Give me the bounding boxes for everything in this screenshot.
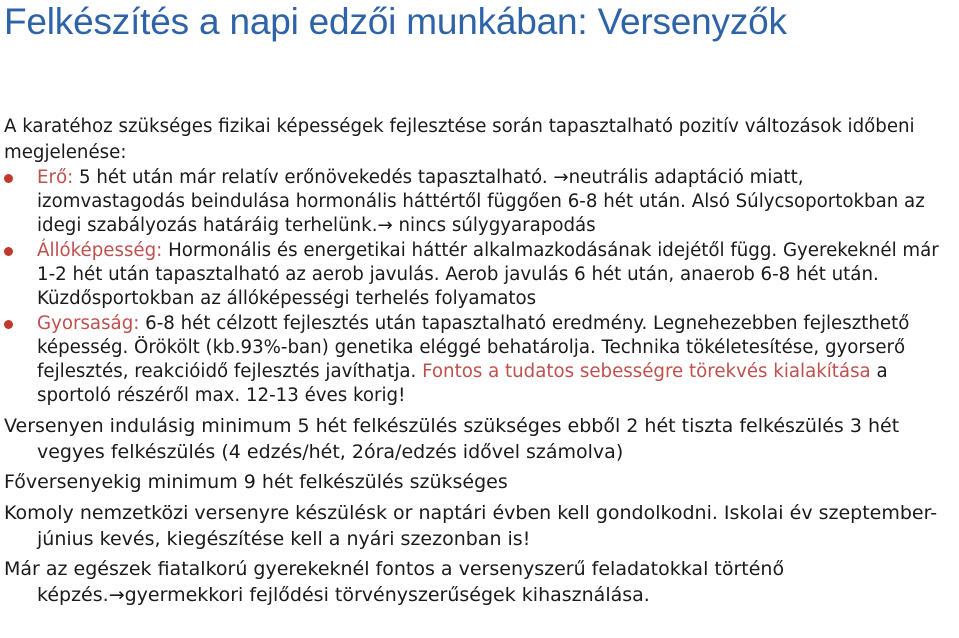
paragraph-verseny: Versenyen indulásig minimum 5 hét felkészülés szükséges ebből 2 hét tiszta felkészülés 3 hét vegyes felkészülés (4 edzés/hét, 2óra/edzés idővel számolva): [4, 415, 900, 463]
bullet-ero-text-3: nincs súlygyarapodás: [392, 215, 596, 236]
intro-text: A karatéhoz szükséges fizikai képességek fejlesztése során tapasztalható pozitív változások időbeni megjelenése:: [4, 116, 915, 163]
bullet-dot-icon: [4, 320, 13, 329]
bullet-ero-label: Erő:: [37, 167, 74, 188]
bullet-ero: [0, 166, 959, 238]
paragraph-fiatalkoru: [0, 556, 959, 608]
paragraph-foverseny: Főversenyekig minimum 9 hét felkészülés szükséges: [4, 471, 508, 493]
bullet-allokepesseg: [0, 239, 959, 311]
bullet-allokepesseg-label: Állóképesség:: [37, 240, 163, 261]
arrow-right-icon: →: [553, 167, 569, 188]
bullet-dot-icon: [4, 174, 13, 183]
slide-title: Felkészítés a napi edzői munkában: Versenyzők: [4, 1, 787, 42]
bullet-gyorsasag-text: 6-8 hét célzott fejlesztés után tapasztalható eredmény. Legnehezebben fejleszthető képesség. Örökölt (kb.93%-ban) genetika eléggé behatárolja. Technika tökéletesítése, gyorserő fejlesztés, reakcióidő fejlesztés javíthatja.: [37, 313, 910, 382]
bullet-gyorsasag-highlight: Fontos a tudatos sebességre törekvés kialakítása: [422, 361, 871, 382]
arrow-right-icon: →: [108, 584, 125, 606]
bullet-dot-icon: [4, 247, 13, 256]
bullet-gyorsasag-label: Gyorsaság:: [37, 313, 140, 334]
paragraph-fiatalkoru-text-2: gyermekkori fejlődési törvényszerűségek kihasználása.: [124, 584, 650, 606]
bullet-ero-text: 5 hét után már relatív erőnövekedés tapasztalható.: [73, 167, 554, 188]
bullet-gyorsasag-text-2: a sportoló részéről max. 12-13 éves korig!: [37, 361, 888, 406]
bullet-ero-text-2: neutrális adaptáció miatt, izomvastagodás beindulása hormonális háttértől függően 6-8 hét után. Alsó Súlycsoportokban az idegi szabályozás határáig terhelünk.: [37, 167, 925, 236]
paragraph-fiatalkoru-text: Már az egészek fiatalkorú gyerekeknél fontos a versenyszerű feladatokkal történő képzés.: [4, 558, 785, 606]
paragraph-nemzetkozi: Komoly nemzetközi versenyre készülésk or naptári évben kell gondolkodni. Iskolai év szeptember-június kevés, kiegészítése kell a nyári szezonban is!: [4, 502, 938, 550]
bullet-allokepesseg-text: Hormonális és energetikai háttér alkalmazkodásának idejétől függ. Gyerekeknél már 1-2 hét után tapasztalható az aerob javulás. Aerob javulás 6 hét után, anaerob 6-8 hét után. Küzdősportokban az állóképességi terhelés folyamatos: [37, 240, 939, 309]
slide-content: [0, 114, 959, 608]
arrow-right-icon: →: [377, 215, 393, 236]
bullet-gyorsasag: [0, 312, 959, 408]
